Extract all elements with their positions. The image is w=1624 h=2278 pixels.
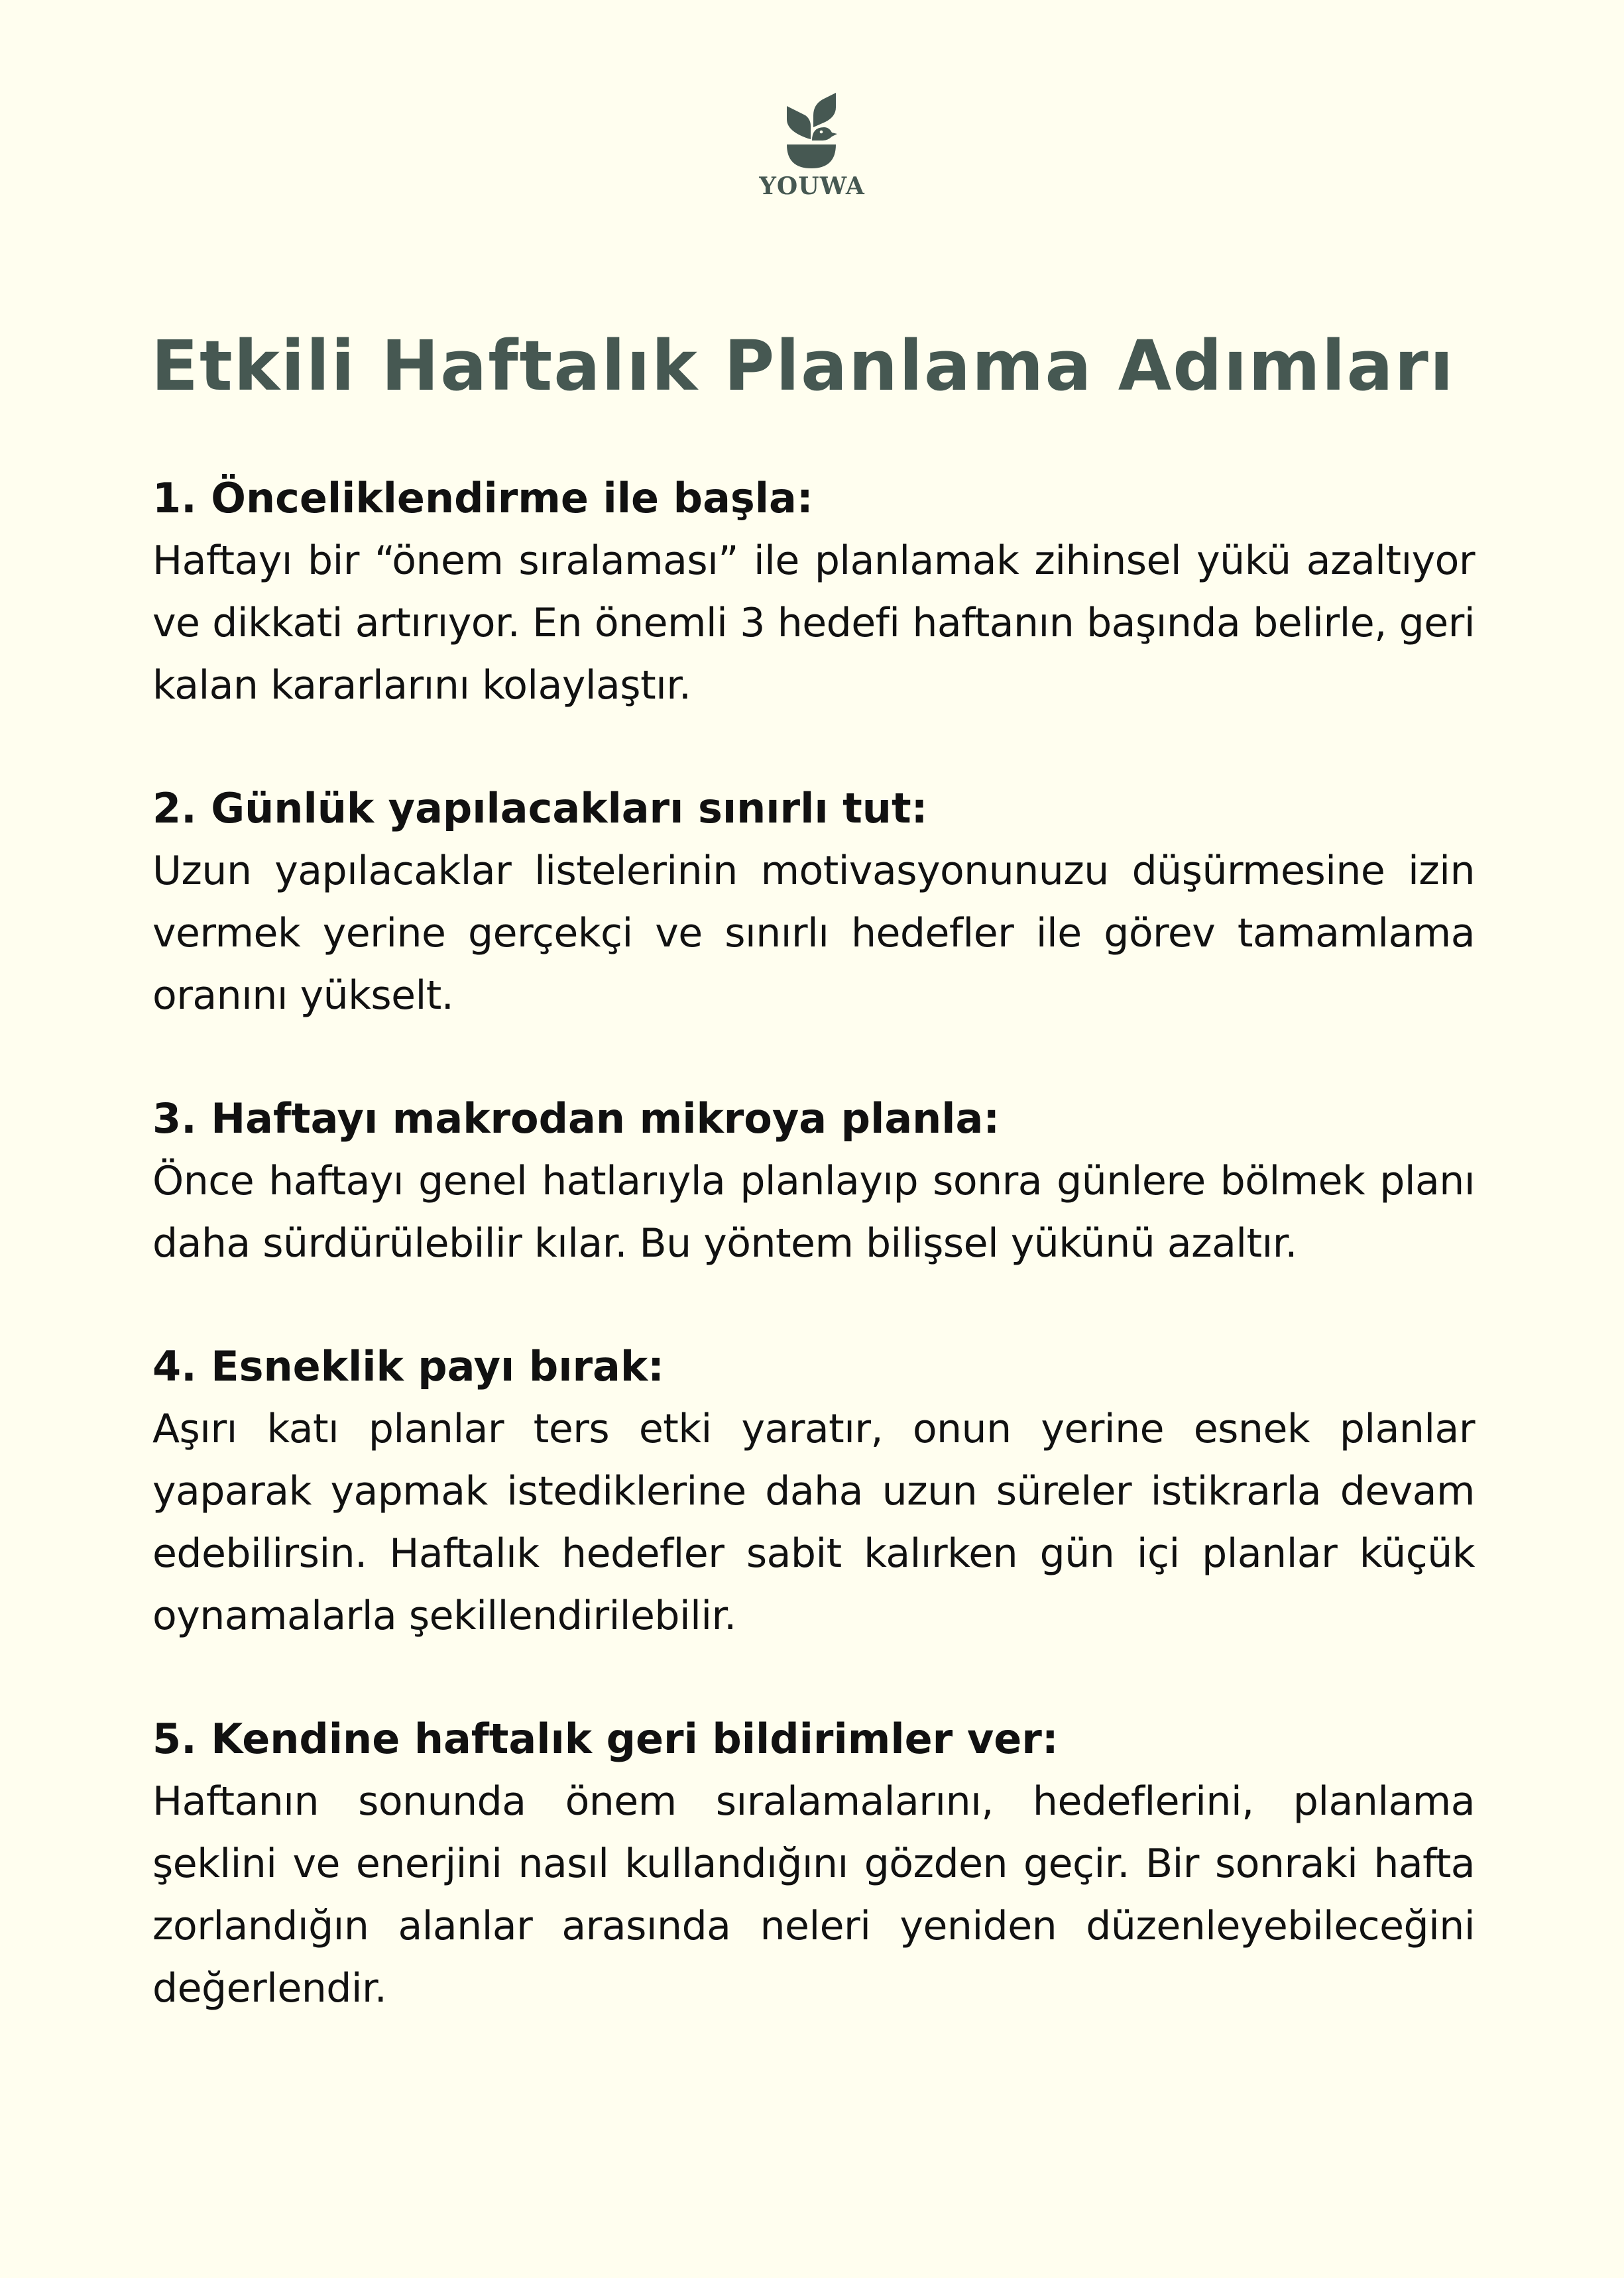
step-item — [152, 1088, 1475, 1275]
step-body: Uzun yapılacaklar listelerinin motivasyonunuzu düşürmesine izin vermek yerine gerçekçi ve sınırlı hedefler ile görev tamamlama oranını yükselt. — [152, 848, 1475, 1019]
step-body: Önce haftayı genel hatlarıyla planlayıp sonra günlere bölmek planı daha sürdürülebilir kılar. Bu yöntem bilişsel yükünü azaltır. — [152, 1158, 1475, 1267]
step-body: Haftanın sonunda önem sıralamalarını, hedeflerini, planlama şeklini ve enerjini nasıl kullandığını gözden geçir. Bir sonraki hafta zorlandığın alanlar arasında neleri yeniden düzenleyebileceğini değerlendir. — [152, 1778, 1475, 2012]
step-heading: 4. Esneklik payı bırak: — [152, 1342, 664, 1391]
step-heading: 5. Kendine haftalık geri bildirimler ver: — [152, 1715, 1059, 1763]
step-item — [152, 777, 1475, 1027]
step-item — [152, 1708, 1475, 2020]
step-heading: 1. Önceliklendirme ile başla: — [152, 474, 813, 522]
step-body: Haftayı bir “önem sıralaması” ile planlamak zihinsel yükü azaltıyor ve dikkati artırıyor. En önemli 3 hedefi haftanın başında belirle, geri kalan kararlarını kolaylaştır. — [152, 538, 1475, 709]
steps-list — [152, 467, 1475, 2080]
step-heading: 2. Günlük yapılacakları sınırlı tut: — [152, 784, 928, 832]
leaf-bird-bowl-icon — [785, 93, 839, 169]
brand-logo — [0, 93, 1624, 198]
step-heading: 3. Haftayı makrodan mikroya planla: — [152, 1094, 1000, 1143]
page-title: Etkili Haftalık Planlama Adımları — [151, 325, 1455, 406]
step-item — [152, 1336, 1475, 1647]
step-body: Aşırı katı planlar ters etki yaratır, onun yerine esnek planlar yaparak yapmak istediklerine daha uzun süreler istikrarla devam edebilirsin. Haftalık hedefler sabit kalırken gün içi planlar küçük oynamalarla şekillendirilebilir. — [152, 1406, 1475, 1639]
step-item — [152, 467, 1475, 716]
brand-name: YOUWA — [759, 172, 865, 200]
